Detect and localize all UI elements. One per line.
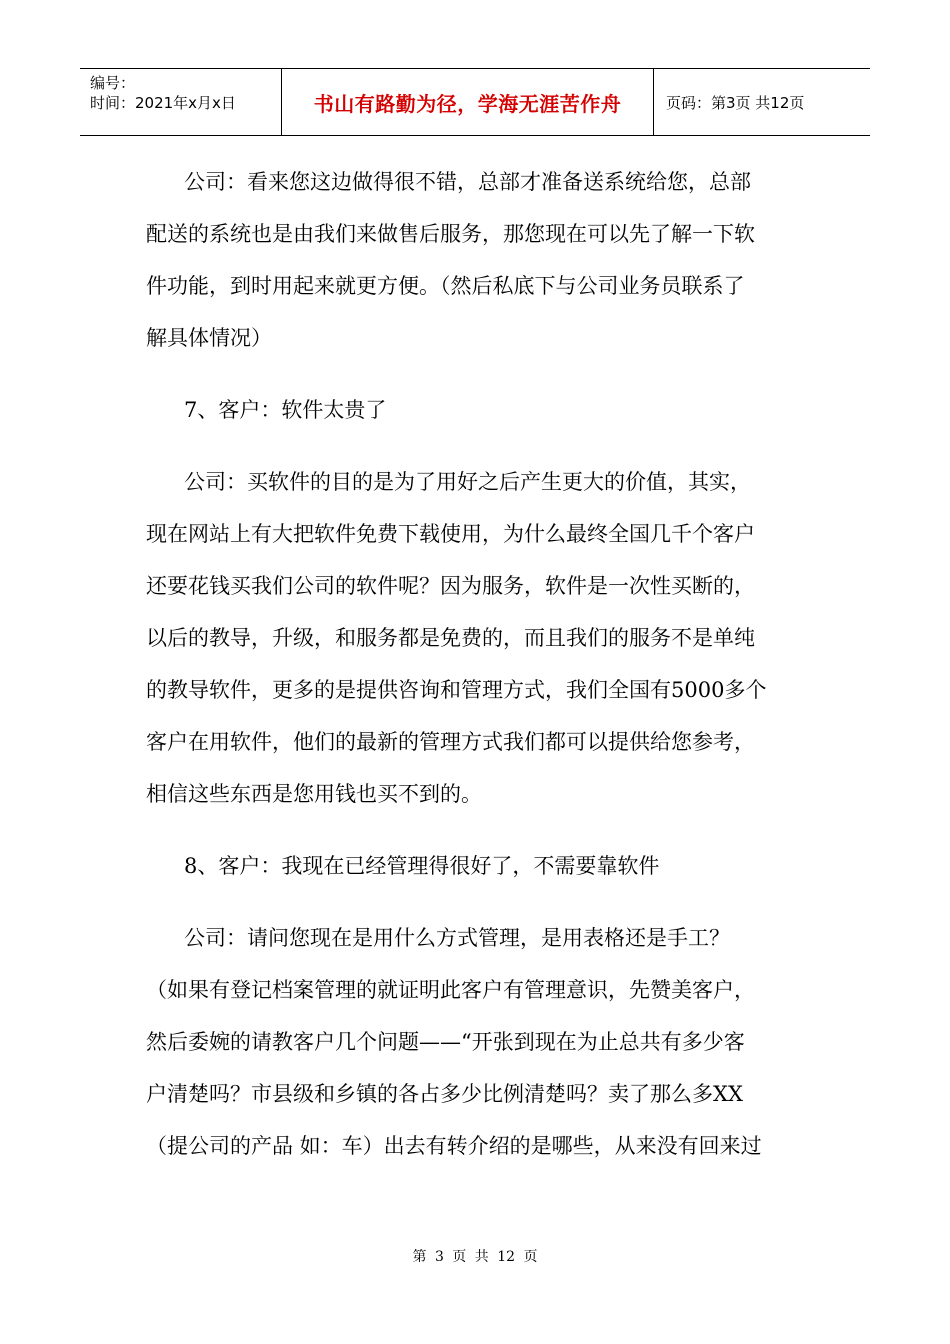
- header-motto: 书山有路勤为径，学海无涯苦作舟: [313, 91, 622, 116]
- text-line: 的教导软件，更多的是提供咨询和管理方式，我们全国有5000多个: [146, 678, 767, 702]
- paragraph-company-reply-3: [146, 912, 806, 1172]
- header-page-info: 页码：第3页 共12页: [666, 93, 805, 112]
- text-line: 8、客户：我现在已经管理得很好了，不需要靠软件: [184, 854, 660, 878]
- text-line: 然后委婉的请教客户几个问题——“开张到现在为止总共有多少客: [146, 1030, 745, 1054]
- text-line: 相信这些东西是您用钱也买不到的。: [146, 782, 482, 806]
- document-time-label: 时间：2021年x月x日: [90, 94, 236, 112]
- page-footer: 第 3 页 共 12 页: [412, 1249, 538, 1265]
- text-line: 公司：请问您现在是用什么方式管理，是用表格还是手工？: [184, 926, 730, 950]
- text-line: 还要花钱买我们公司的软件呢？因为服务，软件是一次性买断的，: [146, 574, 755, 598]
- header-meta: [80, 69, 282, 135]
- paragraph-company-reply-1: [146, 156, 806, 364]
- text-line: 公司：买软件的目的是为了用好之后产生更大的价值，其实，: [184, 470, 751, 494]
- document-number-label: 编号：: [90, 74, 136, 92]
- text-line: 户清楚吗？市县级和乡镇的各占多少比例清楚吗？卖了那么多XX: [146, 1082, 743, 1106]
- document-header: [80, 68, 870, 136]
- text-line: （如果有登记档案管理的就证明此客户有管理意识，先赞美客户，: [146, 978, 755, 1002]
- document-body: [146, 156, 806, 1172]
- text-line: （提公司的产品 如：车）出去有转介绍的是哪些，从来没有回来过: [146, 1134, 762, 1158]
- header-page-info-cell: [654, 69, 870, 135]
- text-line: 7、客户：软件太贵了: [184, 398, 387, 422]
- text-line: 现在网站上有大把软件免费下载使用，为什么最终全国几千个客户: [146, 522, 755, 546]
- text-line: 解具体情况）: [146, 326, 272, 350]
- text-line: 配送的系统也是由我们来做售后服务，那您现在可以先了解一下软: [146, 222, 755, 246]
- paragraph-customer-question-7: [146, 384, 806, 436]
- text-line: 以后的教导，升级，和服务都是免费的，而且我们的服务不是单纯: [146, 626, 755, 650]
- text-line: 公司：看来您这边做得很不错，总部才准备送系统给您，总部: [184, 170, 751, 194]
- text-line: 客户在用软件，他们的最新的管理方式我们都可以提供给您参考，: [146, 730, 755, 754]
- paragraph-customer-question-8: [146, 840, 806, 892]
- text-line: 件功能，到时用起来就更方便。（然后私底下与公司业务员联系了: [146, 274, 745, 298]
- header-motto-cell: [282, 69, 654, 135]
- paragraph-company-reply-2: [146, 456, 806, 820]
